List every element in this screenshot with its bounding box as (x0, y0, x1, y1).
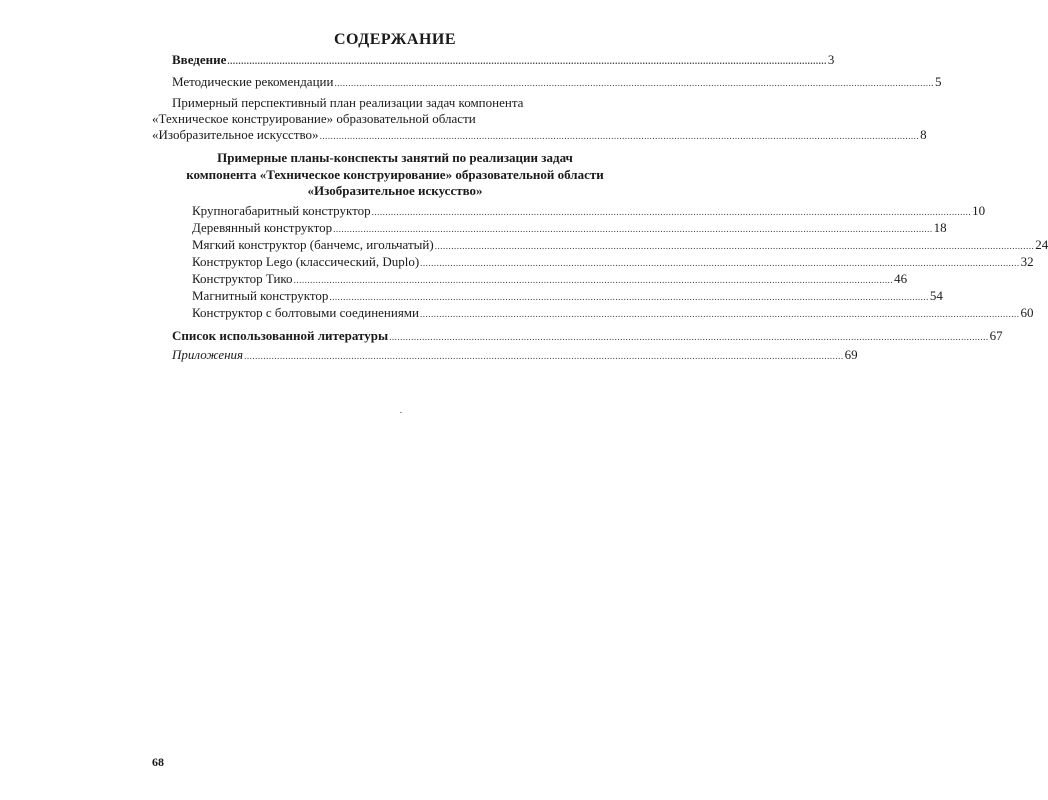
toc-item-page: 24 (1035, 237, 1048, 252)
toc-item-label: Крупногабаритный конструктор (192, 203, 371, 218)
toc-item-label: Деревянный конструктор (192, 220, 333, 235)
toc-item (192, 271, 908, 288)
toc-entry-page: 3 (827, 52, 835, 67)
toc-entry-methods (172, 74, 942, 91)
dot-leader: .......................................................................................................................................................................................................................... (244, 351, 844, 361)
dot-leader: .......................................................................................................................................................................................................................... (319, 131, 920, 141)
toc-entry-page: 8 (920, 127, 927, 142)
dot-leader: .......................................................................................................................................................................................................................... (293, 275, 894, 285)
section-heading-line: Примерные планы-конспекты занятий по реализации задач (217, 150, 573, 165)
toc-entry-label: «Изобразительное искусство» (152, 127, 319, 142)
dot-leader: .......................................................................................................................................................................................................................... (329, 292, 929, 302)
toc-item-label: Магнитный конструктор (192, 288, 329, 303)
toc-entry-page: 69 (844, 347, 858, 362)
toc-item (192, 220, 947, 237)
section-heading-line: компонента «Техническое конструирование» образовательной области (186, 166, 604, 182)
toc-entry-label: Список использованной литературы (172, 328, 389, 343)
dot-leader: .......................................................................................................................................................................................................................... (333, 224, 933, 234)
toc-entry-plan (152, 127, 927, 144)
toc-entry-appendix (172, 347, 858, 364)
toc-entry-label: Приложения (172, 347, 244, 362)
toc-item (192, 288, 943, 305)
toc-item (192, 203, 986, 220)
toc-item (192, 305, 1034, 322)
dot-leader: .......................................................................................................................................................................................................................... (434, 241, 1035, 251)
section-heading (150, 150, 640, 200)
toc-item-page: 54 (929, 288, 943, 303)
toc-entry-page: 5 (934, 74, 942, 89)
toc-entry-literature (172, 328, 1003, 345)
toc-item-page: 18 (933, 220, 947, 235)
toc-entry-plan-line1: Примерный перспективный план реализации задач компонента (172, 95, 524, 110)
toc-item-label: Конструктор Тико (192, 271, 293, 286)
toc-item-label: Мягкий конструктор (банчемс, игольчатый) (192, 237, 434, 252)
toc-item-label: Конструктор Lego (классический, Duplo) (192, 254, 420, 269)
toc-entry-page: 67 (989, 328, 1003, 343)
toc-item-page: 60 (1020, 305, 1034, 320)
toc-entry-intro (172, 52, 835, 69)
toc-item-page: 46 (894, 271, 908, 286)
toc-item (192, 237, 1048, 254)
dot-leader: .......................................................................................................................................................................................................................... (227, 56, 827, 66)
toc-entry-plan-line2: «Техническое конструирование» образовательной области (152, 111, 476, 126)
dot-leader: .......................................................................................................................................................................................................................... (389, 332, 989, 342)
page-number: 68 (152, 755, 164, 769)
toc-entry-label: Методические рекомендации (172, 74, 334, 89)
toc-item (192, 254, 1034, 271)
page-title: СОДЕРЖАНИЕ (333, 31, 457, 48)
section-heading-line: «Изобразительное искусство» (307, 183, 483, 198)
dot-leader: .......................................................................................................................................................................................................................... (371, 207, 972, 217)
toc-item-page: 10 (972, 203, 986, 218)
toc-entry-label: Введение (172, 52, 227, 67)
scan-speck (400, 412, 402, 413)
dot-leader: .......................................................................................................................................................................................................................... (334, 78, 934, 88)
dot-leader: .......................................................................................................................................................................................................................... (420, 258, 1020, 268)
toc-item-label: Конструктор с болтовыми соединениями (192, 305, 419, 320)
toc-item-page: 32 (1020, 254, 1034, 269)
dot-leader: .......................................................................................................................................................................................................................... (420, 309, 1020, 319)
